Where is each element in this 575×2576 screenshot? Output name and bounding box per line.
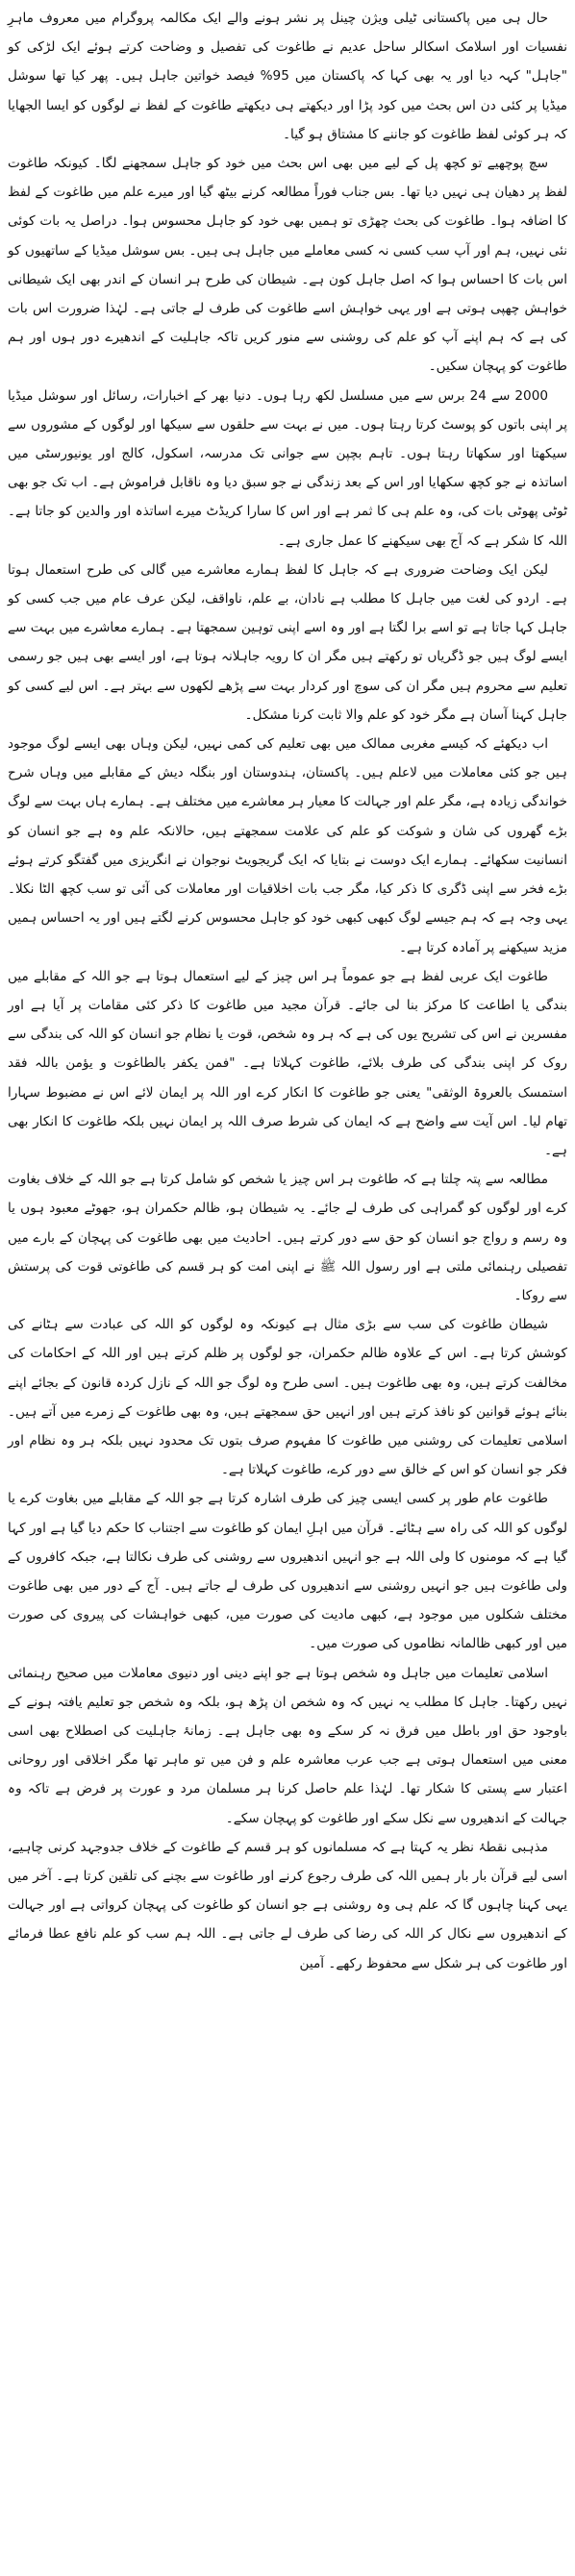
paragraph: مذہبی نقطۂ نظر یہ کہتا ہے کہ مسلمانوں کو ہر قسم کے طاغوت کے خلاف جدوجہد کرنی چاہیے، اسی لیے قرآن بار بار ہمیں اللہ کی طرف رجوع کرنے اور طاغوت سے بچنے کی تلقین کرتا ہے۔ آخر میں یہی کہنا چاہوں گا کہ علم ہی وہ روشنی ہے جو انسان کو طاغوت کی پہچان کرواتی ہے اور جہالت کے اندھیروں سے نکال کر اللہ کی رضا کی طرف لے جاتی ہے۔ اللہ ہم سب کو علم نافع عطا فرمائے اور طاغوت کی ہر شکل سے محفوظ رکھے۔ آمین <box>8 1839 567 1971</box>
paragraph: طاغوت عام طور پر کسی ایسی چیز کی طرف اشارہ کرتا ہے جو اللہ کے مقابلے میں بغاوت کرے یا لوگوں کو اللہ کی راہ سے ہٹائے۔ قرآن میں اہلِ ایمان کو طاغوت سے اجتناب کا حکم دیا گیا ہے اور کہا گیا ہے کہ مومنوں کا ولی اللہ ہے جو انہیں اندھیروں سے روشنی کی طرف نکالتا ہے، جبکہ کافروں کے ولی طاغوت ہیں جو انہیں روشنی سے اندھیروں کی طرف لے جاتے ہیں۔ آج کے دور میں بھی طاغوت مختلف شکلوں میں موجود ہے، کبھی مادیت کی صورت میں، کبھی خواہشات کی پیروی کی صورت میں اور کبھی ظالمانہ نظاموں کی صورت میں۔ <box>8 1491 567 1652</box>
paragraph: اب دیکھئے کہ کیسے مغربی ممالک میں بھی تعلیم کی کمی نہیں، لیکن وہاں بھی ایسے لوگ موجود ہیں جو کئی معاملات میں لاعلم ہیں۔ پاکستان، ہندوستان اور بنگلہ دیش کے مقابلے میں وہاں شرح خواندگی زیادہ ہے، مگر علم اور جہالت کا معیار ہر معاشرے میں مختلف ہے۔ ہمارے ہاں بہت سے لوگ بڑے گھروں کی شان و شوکت کو علم کی علامت سمجھتے ہیں، حالانکہ علم وہ ہے جو انسان کو انسانیت سکھائے۔ ہمارے ایک دوست نے بتایا کہ ایک گریجویٹ نوجوان نے انگریزی میں گفتگو کرتے ہوئے بڑے فخر سے اپنی ڈگری کا ذکر کیا، مگر جب بات اخلاقیات اور معاملات کی آئی تو سب کچھ الٹا نکلا۔ یہی وجہ ہے کہ ہم جیسے لوگ کبھی کبھی خود کو جاہل محسوس کرنے لگتے ہیں اور یہ احساس ہمیں مزید سیکھنے پر آمادہ کرتا ہے۔ <box>8 736 567 955</box>
paragraph: لیکن ایک وضاحت ضروری ہے کہ جاہل کا لفظ ہمارے معاشرے میں گالی کی طرح استعمال ہوتا ہے۔ اردو کی لغت میں جاہل کا مطلب ہے نادان، بے علم، ناواقف، لیکن عرف عام میں جب کسی کو جاہل کہا جاتا ہے تو اسے برا لگتا ہے اور وہ اسے اپنی توہین سمجھتا ہے۔ ہمارے معاشرے میں بہت سے ایسے لوگ ہیں جو ڈگریاں تو رکھتے ہیں مگر ان کا رویہ جاہلانہ ہوتا ہے، اور ایسے بھی ہیں جو رسمی تعلیم سے محروم ہیں مگر ان کی سوچ اور کردار بہت سے پڑھے لکھوں سے بہتر ہے۔ اس لیے کسی کو جاہل کہنا آسان ہے مگر خود کو علم والا ثابت کرنا مشکل۔ <box>8 561 567 723</box>
paragraph: حال ہی میں پاکستانی ٹیلی ویژن چینل پر نشر ہونے والے ایک مکالمہ پروگرام میں معروف ماہرِ نفسیات اور اسلامک اسکالر ساحل عدیم نے طاغوت کی تفصیل و وضاحت کرتے ہوئے ایک لڑکی کو "جاہل" کہہ دیا اور یہ بھی کہا کہ پاکستان میں 95% فیصد خواتین جاہل ہیں۔ پھر کیا تھا سوشل میڈیا پر کئی دن اس بحث میں کود پڑا اور دیکھتے ہی دیکھتے طاغوت کے لفظ نے لوگوں کو ایسا الجھایا کہ ہر کوئی لفظ طاغوت کو جاننے کا مشتاق ہو گیا۔ <box>8 11 567 142</box>
paragraph: 2000 سے 24 برس سے میں مسلسل لکھ رہا ہوں۔ دنیا بھر کے اخبارات، رسائل اور سوشل میڈیا پر اپنی باتوں کو پوسٹ کرتا رہتا ہوں۔ میں نے بہت سے حلقوں سے سیکھا اور لوگوں کے مشوروں سے سیکھتا اور سکھاتا رہتا ہوں۔ تاہم بچپن سے جوانی تک مدرسہ، اسکول، کالج اور یونیورسٹی میں اساتذہ نے جو کچھ سکھایا اور اس کے بعد زندگی نے جو سبق دیا وہ ناقابل فراموش ہے۔ اب تک جو بھی ٹوٹی پھوٹی بات کی، وہ علم ہی کا ثمر ہے اور اس کا سارا کریڈٹ میرے اساتذہ اور والدین کو جاتا ہے۔ اللہ کا شکر ہے کہ آج بھی سیکھنے کا عمل جاری ہے۔ <box>8 387 567 549</box>
paragraph: طاغوت ایک عربی لفظ ہے جو عموماً ہر اس چیز کے لیے استعمال ہوتا ہے جو اللہ کے مقابلے میں بندگی یا اطاعت کا مرکز بنا لی جائے۔ قرآن مجید میں طاغوت کا ذکر کئی مقامات پر آیا ہے اور مفسرین نے اس کی تشریح یوں کی ہے کہ ہر وہ شخص، قوت یا نظام جو انسان کو اللہ کی بندگی سے روک کر اپنی بندگی کی طرف بلائے، طاغوت کہلاتا ہے۔ "فمن یکفر بالطاغوت و یؤمن باللہ فقد استمسک بالعروۃ الوثقی" یعنی جو طاغوت کا انکار کرے اور اللہ پر ایمان لائے اس نے مضبوط سہارا تھام لیا۔ اس آیت سے واضح ہے کہ ایمان کی شرط صرف اللہ پر ایمان نہیں بلکہ طاغوت کا انکار بھی ہے۔ <box>8 968 567 1158</box>
paragraph: شیطان طاغوت کی سب سے بڑی مثال ہے کیونکہ وہ لوگوں کو اللہ کی عبادت سے ہٹانے کی کوشش کرتا ہے۔ اس کے علاوہ ظالم حکمران، جو لوگوں پر ظلم کرتے ہیں اور اللہ کے احکامات کی مخالفت کرتے ہیں، وہ بھی طاغوت ہیں۔ اسی طرح وہ لوگ جو اللہ کے نازل کردہ قانون کے بجائے اپنے بنائے ہوئے قوانین کو نافذ کرتے ہیں اور انہیں حق سمجھتے ہیں، وہ بھی طاغوت کے زمرے میں آتے ہیں۔ اسلامی تعلیمات کی روشنی میں طاغوت کا مفہوم صرف بتوں تک محدود نہیں بلکہ ہر وہ نظام اور فکر جو انسان کو اس کے خالق سے دور کرے، طاغوت کہلاتا ہے۔ <box>8 1317 567 1478</box>
paragraph: سچ پوچھیے تو کچھ پل کے لیے میں بھی اس بحث میں خود کو جاہل سمجھنے لگا۔ کیونکہ طاغوت لفظ پر دھیان ہی نہیں دیا تھا۔ بس جناب فوراً مطالعہ کرنے بیٹھ گیا اور میرے علم میں طاغوت کے لفظ کا اضافہ ہوا۔ طاغوت کی بحث چھڑی تو ہمیں بھی خود کو جاہل محسوس ہوا۔ دراصل یہ بات کوئی نئی نہیں، ہم اور آپ سب کسی نہ کسی معاملے میں جاہل ہی ہیں۔ بس سوشل میڈیا کے ساتھیوں کو اس بات کا احساس ہوا کہ اصل جاہل کون ہے۔ شیطان کی طرح ہر انسان کے اندر بھی ایک شیطانی خواہش چھپی ہوتی ہے اور یہی خواہش اسے طاغوت کی طرف لے جاتی ہے۔ لہٰذا ضرورت اس بات کی ہے کہ ہم اپنے آپ کو علم کی روشنی سے منور کریں تاکہ جاہلیت کے اندھیرے دور ہوں اور ہم طاغوت کو پہچان سکیں۔ <box>8 156 567 375</box>
paragraph: مطالعہ سے پتہ چلتا ہے کہ طاغوت ہر اس چیز یا شخص کو شامل کرتا ہے جو اللہ کے خلاف بغاوت کرے اور لوگوں کو گمراہی کی طرف لے جائے۔ یہ شیطان ہو، ظالم حکمران ہو، جھوٹے معبود ہوں یا وہ رسم و رواج جو انسان کو حق سے دور کرتے ہیں۔ احادیث میں بھی طاغوت کی پہچان کے بارے میں تفصیلی رہنمائی ملتی ہے اور رسول اللہ ﷺ نے اپنی امت کو ہر قسم کی طاغوتی قوت کی پرستش سے روکا۔ <box>8 1172 567 1303</box>
paragraph: اسلامی تعلیمات میں جاہل وہ شخص ہوتا ہے جو اپنے دینی اور دنیوی معاملات میں صحیح رہنمائی نہیں رکھتا۔ جاہل کا مطلب یہ نہیں کہ وہ شخص ان پڑھ ہو، بلکہ وہ شخص جو تعلیم یافتہ ہونے کے باوجود حق اور باطل میں فرق نہ کر سکے وہ بھی جاہل ہے۔ زمانۂ جاہلیت کی اصطلاح بھی اسی معنی میں استعمال ہوتی ہے جب عرب معاشرہ علم و فن میں تو ماہر تھا مگر اخلاقی اور روحانی اعتبار سے پستی کا شکار تھا۔ لہٰذا علم حاصل کرنا ہر مسلمان مرد و عورت پر فرض ہے تاکہ وہ جہالت کے اندھیروں سے نکل سکے اور طاغوت کو پہچان سکے۔ <box>8 1665 567 1826</box>
